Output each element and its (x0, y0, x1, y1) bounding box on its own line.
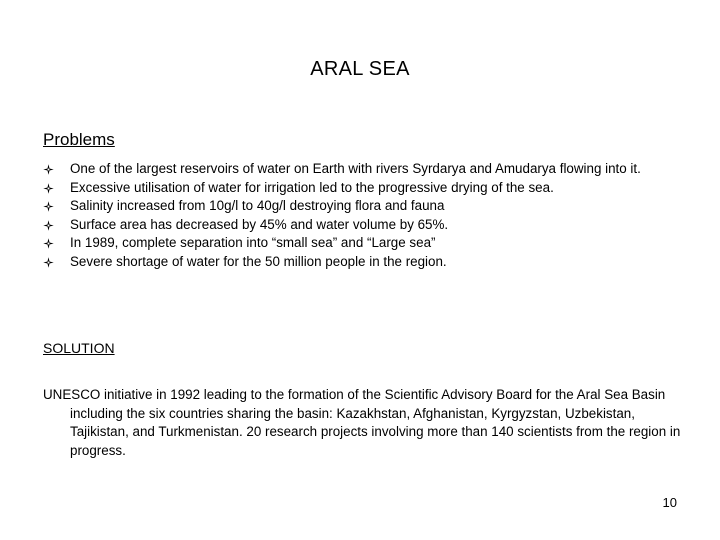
page-number: 10 (662, 495, 677, 510)
problem-text: Severe shortage of water for the 50 million people in the region. (70, 253, 447, 269)
diamond-bullet-icon (43, 183, 54, 194)
problem-text: Salinity increased from 10g/l to 40g/l destroying flora and fauna (70, 198, 445, 214)
solution-paragraph: UNESCO initiative in 1992 leading to the formation of the Scientific Advisory Board for the Aral Sea Basin including the six countries sharing the basin: Kazakhstan, Afghanistan, Kyrgyzstan, Uzbekistan, Tajikistan, and Turkmenistan. 20 research projects involving more than 140 scientists from the region in progress. (43, 387, 681, 458)
problems-heading: Problems (43, 130, 115, 149)
problem-text: One of the largest reservoirs of water on Earth with rivers Syrdarya and Amudarya flowing into it. (70, 161, 641, 176)
problems-list (43, 160, 683, 272)
slide-title: ARAL SEA (310, 58, 410, 80)
diamond-bullet-icon (43, 164, 54, 175)
list-item (43, 197, 683, 216)
diamond-bullet-icon (43, 257, 54, 268)
problem-text: Excessive utilisation of water for irrigation led to the progressive drying of the sea. (70, 179, 554, 195)
problem-text: Surface area has decreased by 45% and water volume by 65%. (70, 216, 449, 232)
diamond-bullet-icon (43, 201, 54, 212)
problem-text: In 1989, complete separation into “small sea” and “Large sea” (70, 235, 436, 251)
list-item (43, 179, 683, 198)
list-item (43, 253, 683, 272)
diamond-bullet-icon (43, 238, 54, 249)
solution-heading: SOLUTION (43, 340, 115, 356)
diamond-bullet-icon (43, 220, 54, 231)
list-item (43, 216, 683, 235)
list-item (43, 160, 683, 179)
list-item (43, 234, 683, 253)
